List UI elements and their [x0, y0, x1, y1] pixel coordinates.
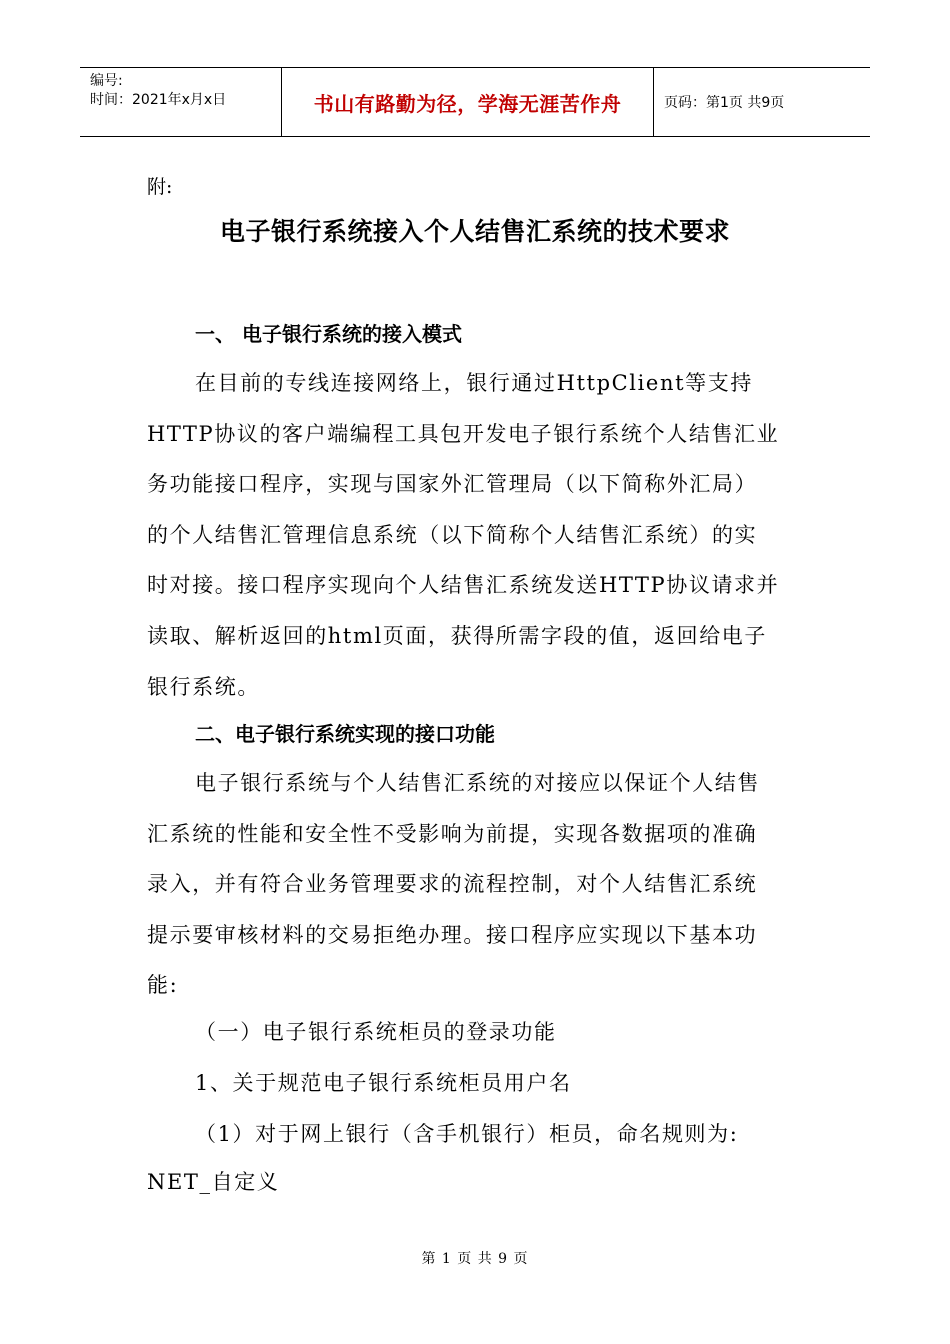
- header-motto: 书山有路勤为径，学海无涯苦作舟: [282, 68, 654, 136]
- paragraph-line: HTTP协议的客户端编程工具包开发电子银行系统个人结售汇业: [147, 421, 780, 446]
- paragraph-line: 汇系统的性能和安全性不受影响为前提，实现各数据项的准确: [147, 821, 758, 846]
- document-title: 电子银行系统接入个人结售汇系统的技术要求: [219, 217, 730, 246]
- header-table: [80, 67, 870, 137]
- paragraph-line: 录入，并有符合业务管理要求的流程控制，对个人结售汇系统: [147, 872, 758, 897]
- page-footer: 第 1 页 共 9 页: [421, 1251, 529, 1267]
- paragraph-line: 能:: [147, 973, 179, 998]
- subsection-1-heading: （一）电子银行系统柜员的登录功能: [195, 1020, 557, 1044]
- paragraph-line: 电子银行系统与个人结售汇系统的对接应以保证个人结售: [195, 771, 760, 795]
- paragraph-line: 银行系统。: [147, 674, 260, 699]
- paragraph-line: 务功能接口程序，实现与国家外汇管理局（以下简称外汇局）: [147, 472, 758, 497]
- attachment-label: 附:: [147, 176, 173, 198]
- paragraph-line: 提示要审核材料的交易拒绝办理。接口程序应实现以下基本功: [147, 922, 758, 947]
- paragraph-line: 的个人结售汇管理信息系统（以下简称个人结售汇系统）的实: [147, 522, 758, 547]
- header-page-info: 页码：第1页 共9页: [664, 95, 785, 111]
- paragraph-line: 读取、解析返回的html页面，获得所需字段的值，返回给电子: [147, 623, 767, 648]
- document-number-label: 编号:: [90, 73, 123, 89]
- section-1-paragraph: [147, 358, 807, 712]
- item-1-1-continuation: NET_自定义: [147, 1170, 280, 1194]
- section-2-paragraph: [147, 758, 807, 1011]
- item-1-1: （1）对于网上银行（含手机银行）柜员，命名规则为:: [195, 1122, 739, 1146]
- paragraph-line: 时对接。接口程序实现向个人结售汇系统发送HTTP协议请求并: [147, 573, 780, 598]
- document-time-label: 时间：2021年x月x日: [90, 92, 227, 108]
- header-left-cell: [80, 68, 282, 136]
- paragraph-line: 在目前的专线连接网络上，银行通过HttpClient等支持: [195, 371, 753, 395]
- item-1: 1、关于规范电子银行系统柜员用户名: [195, 1071, 572, 1095]
- section-2-heading: 二、电子银行系统实现的接口功能: [195, 722, 495, 746]
- section-1-heading: 一、 电子银行系统的接入模式: [195, 322, 462, 346]
